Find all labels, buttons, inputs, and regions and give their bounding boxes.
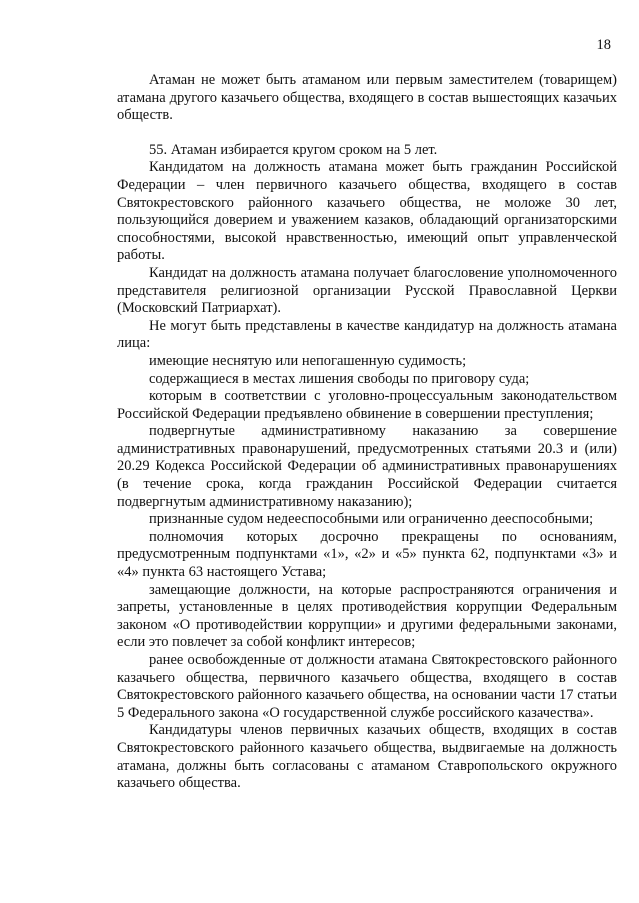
paragraph: 55. Атаман избирается кругом сроком на 5 лет.: [149, 141, 438, 158]
paragraph: Кандидат на должность атамана получает благословение уполномоченного представителя религиозной организации Русской Православной Церкви (Московский Патриархат).: [117, 264, 617, 317]
list-item: ранее освобожденные от должности атамана Святокрестовского районного казачьего общества, первичного казачьего общества, входящего в состав Святокрестовского районного казачьего общества, на основании части 17 статьи 5 Федерального закона «О государственной службе российского казачества».: [117, 652, 617, 721]
paragraph: Не могут быть представлены в качестве кандидатур на должность атамана лица:: [117, 317, 617, 352]
list-item: имеющие неснятую или непогашенную судимость;: [149, 352, 467, 369]
page-number: 18: [596, 37, 611, 53]
list-item: содержащиеся в местах лишения свободы по приговору суда;: [149, 370, 530, 387]
document-body: [117, 72, 617, 793]
list-item: полномочия которых досрочно прекращены по основаниям, предусмотренным подпунктами «1», «2» и «5» пункта 62, подпунктами «3» и «4» пункта 63 настоящего Устава;: [117, 528, 617, 581]
list-item: признанные судом недееспособными или ограниченно дееспособными;: [149, 511, 594, 528]
paragraph: Кандидатом на должность атамана может быть гражданин Российской Федерации – член первичного казачьего общества, входящего в состав Святокрестовского районного казачьего общества, не моложе 30 лет, пользующийся доверием и уважением казаков, обладающий организаторскими способностями, высокой нравственностью, имеющий опыт управленческой работы.: [117, 159, 617, 264]
list-item: подвергнутые административному наказанию за совершение административных правонарушений, предусмотренных статьями 20.3 и (или) 20.29 Кодекса Российской Федерации об административных правонарушениях (в течение срока, когда гражданин Российской Федерации считается подвергнутым административному наказанию);: [117, 423, 617, 510]
list-item: замещающие должности, на которые распространяются ограничения и запреты, установленные в целях противодействия коррупции Федеральным законом «О противодействии коррупции» и другими федеральными законами, если это повлечет за собой конфликт интересов;: [117, 581, 617, 651]
list-item: которым в соответствии с уголовно-процессуальным законодательством Российской Федерации предъявлено обвинение в совершении преступления;: [117, 388, 617, 422]
paragraph: Атаман не может быть атаманом или первым заместителем (товарищем) атамана другого казачьего общества, входящего в состав вышестоящих казачьих обществ.: [117, 72, 617, 124]
paragraph: Кандидатуры членов первичных казачьих обществ, входящих в состав Святокрестовского районного казачьего общества, выдвигаемые на должность атамана, должны быть согласованы с атаманом Ставропольского окружного казачьего общества.: [117, 722, 617, 792]
